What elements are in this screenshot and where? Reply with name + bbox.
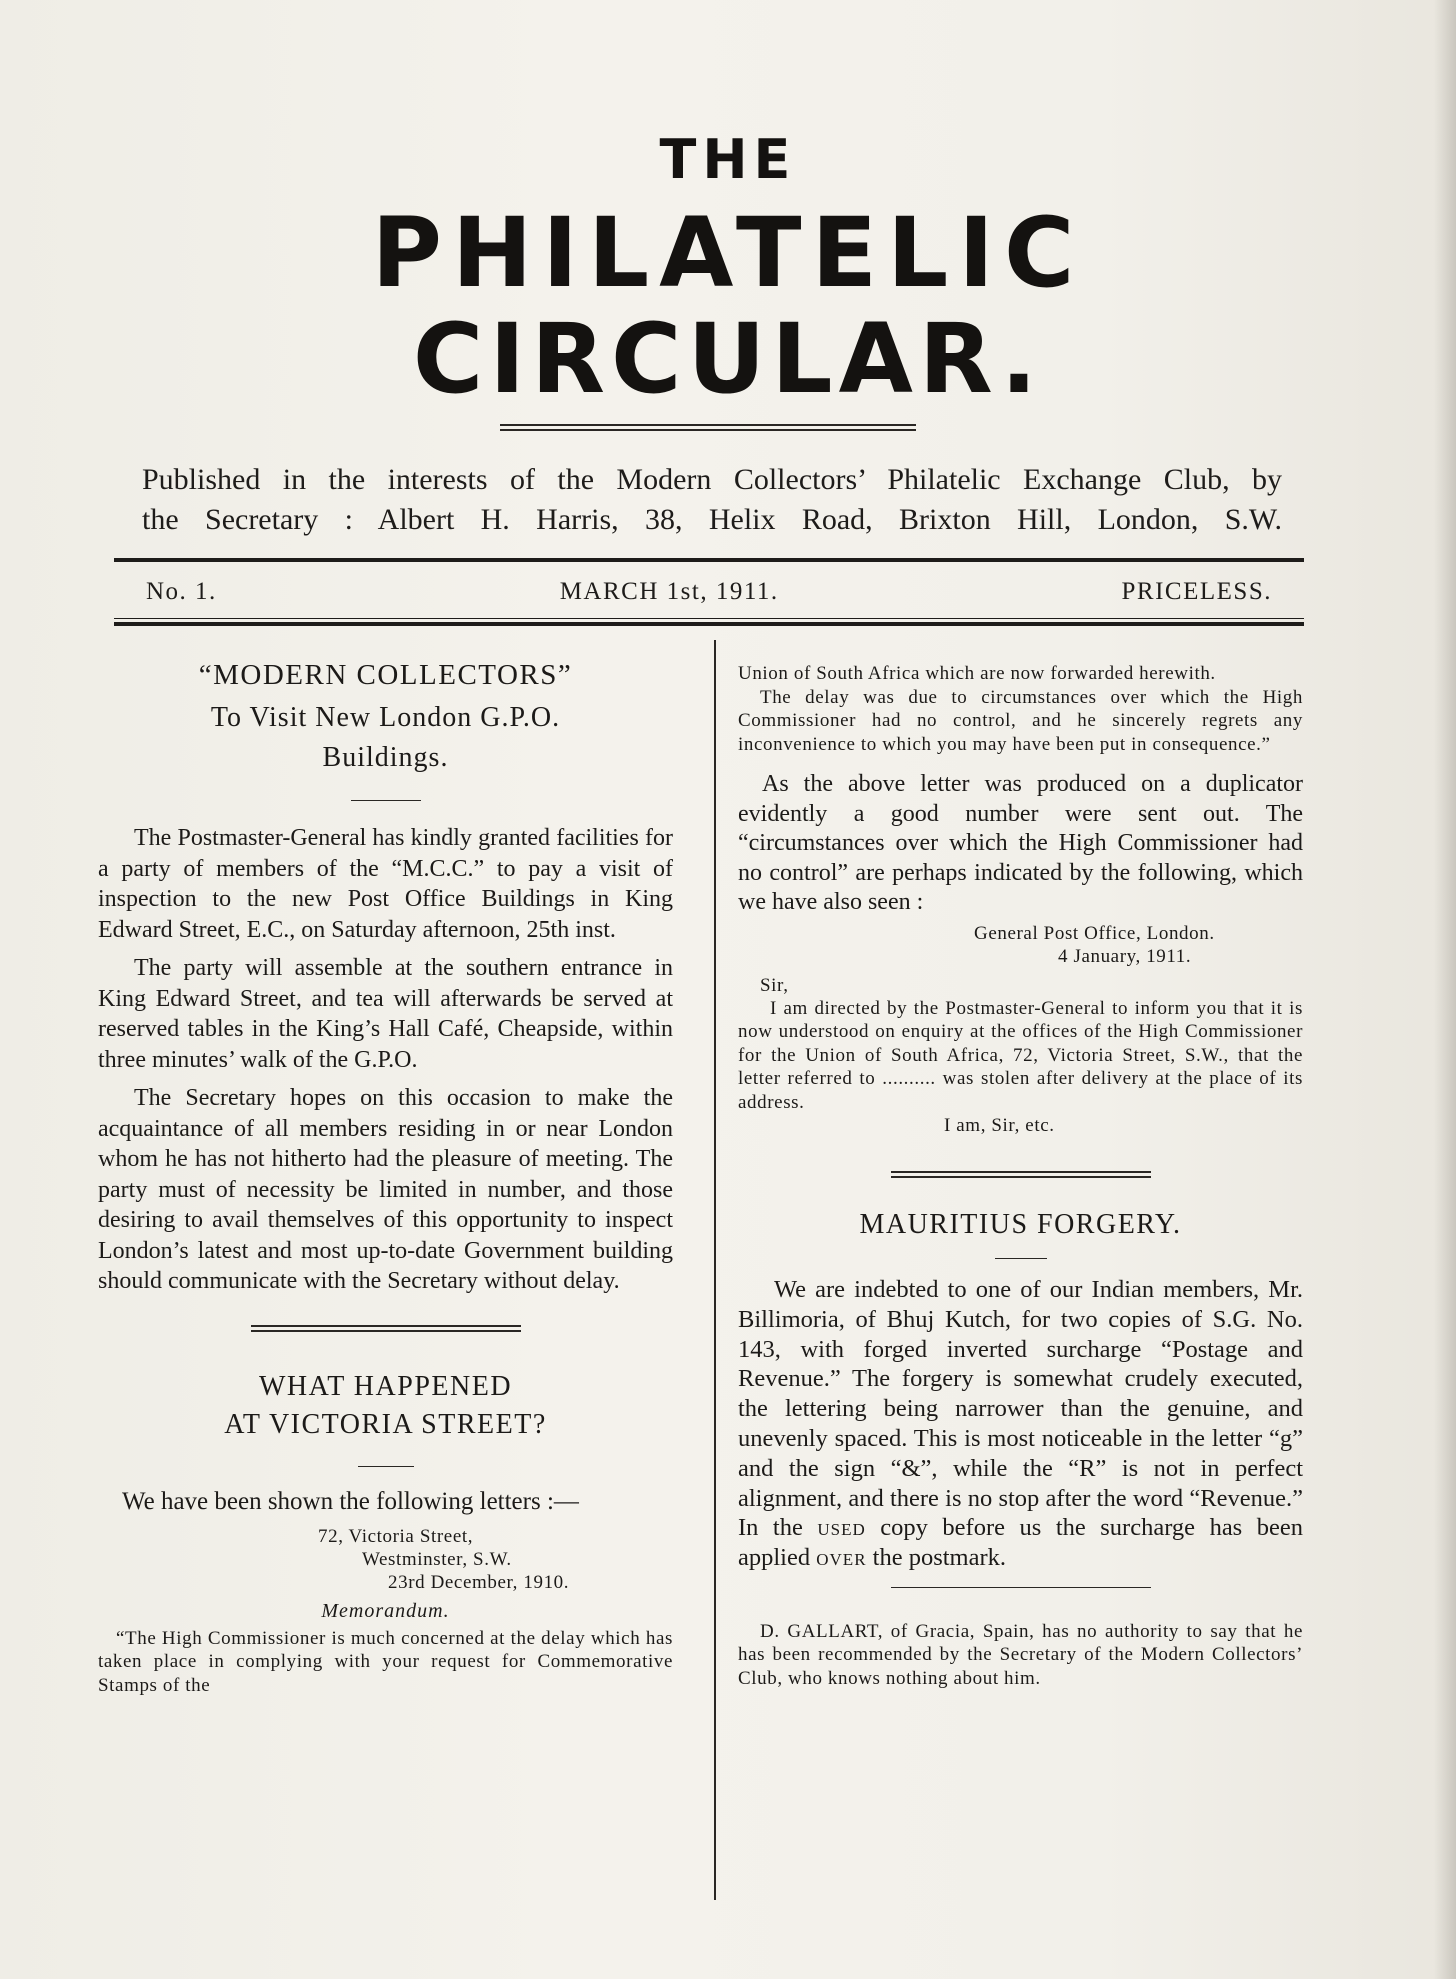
- section-separator: [891, 1171, 1151, 1178]
- article-text: copy before us the surcharge has been applied: [738, 1514, 1303, 1572]
- article-paragraph: The Postmaster-General has kindly granted facilities for a party of members of the “M.C.C.” to pay a visit of inspection to the new Post Office Buildings in King Edward Street, E.C., on Saturday afternoon, 25th inst.: [98, 825, 673, 943]
- section-rule: [891, 1587, 1151, 1588]
- gallart-notice: D. GALLART, of Gracia, Spain, has no authority to say that he has been recommended by the Secretary of the Modern Collectors’ Club, who knows nothing about him.: [738, 1620, 1303, 1689]
- section-rule: [358, 1466, 414, 1467]
- article-paragraph: As the above letter was produced on a duplicator evidently a good number were sent out. The “circumstances over which the High Commissioner had no control” are perhaps indicated by the following, which we have also seen :: [738, 771, 1303, 915]
- publisher-line-2: the Secretary : Albert H. Harris, 38, Helix Road, Brixton Hill, London, S.W.: [142, 503, 1282, 536]
- masthead-circular: CIRCULAR.: [412, 303, 1044, 415]
- right-column: [738, 662, 1303, 1690]
- article-text: the postmark.: [872, 1544, 1007, 1572]
- section-separator: [251, 1325, 521, 1332]
- masthead-the: THE: [659, 128, 797, 191]
- article-paragraph: The party will assemble at the southern entrance in King Edward Street, and tea will afterwards be served at reserved tables in the King’s Hall Café, Cheapside, within three minutes’ walk of the G.P.O.: [98, 955, 673, 1073]
- address-line: 4 January, 1911.: [1058, 945, 1192, 967]
- article-subhead: To Visit New London G.P.O.: [210, 702, 561, 733]
- issue-info-row: [146, 578, 1272, 606]
- memo-text: “The High Commissioner is much concerned at the delay which has taken place in complying with your request for Commemorative Stamps of the: [98, 1627, 673, 1696]
- address-line: 23rd December, 1910.: [388, 1571, 570, 1593]
- article-text: We are indebted to one of our Indian members, Mr. Billimoria, of Bhuj Kutch, for two copies of S.G. No. 143, with forged inverted surcharge “Postage and Revenue.” The forgery is somewhat crudely executed, the lettering being narrower than the genuine, and unevenly spaced. This is most noticeable in the letter “g” and the sign “&”, while the “R” is not in perfect alignment, and there is no stop after the word “Revenue.” In the: [738, 1276, 1303, 1542]
- masthead-philatelic: PHILATELIC: [371, 197, 1085, 309]
- article-headline: AT VICTORIA STREET?: [224, 1408, 547, 1440]
- article-modern-collectors: [98, 656, 673, 1297]
- issue-rule-mid: [114, 618, 1304, 619]
- page-edge-shadow: [1434, 0, 1456, 1979]
- column-divider: [714, 640, 716, 1900]
- article-paragraph: [738, 1275, 1303, 1573]
- publisher-line-1: Published in the interests of the Modern Collectors’ Philatelic Exchange Club, by: [142, 463, 1282, 496]
- article-mauritius-forgery: [738, 1206, 1303, 1690]
- letter-salutation: Sir,: [760, 974, 789, 996]
- article-paragraph: We have been shown the following letters :—: [122, 1487, 579, 1515]
- article-headline: MAURITIUS FORGERY.: [859, 1209, 1182, 1240]
- section-rule: [995, 1258, 1047, 1259]
- memo-heading: Memorandum.: [321, 1599, 450, 1622]
- letter-closing: I am, Sir, etc.: [944, 1115, 1055, 1136]
- memo-text: Union of South Africa which are now forwarded herewith.: [738, 663, 1216, 684]
- letter-address: [98, 1525, 673, 1594]
- over-word: over: [816, 1544, 867, 1572]
- article-subhead: Buildings.: [322, 742, 449, 773]
- issue-date: MARCH 1st, 1911.: [559, 578, 779, 605]
- publisher-statement: [142, 460, 1282, 540]
- article-victoria-street: [98, 1368, 673, 1698]
- issue-rule-bottom: [114, 622, 1304, 626]
- address-line: General Post Office, London.: [974, 922, 1215, 944]
- article-headline: WHAT HAPPENED: [258, 1370, 513, 1402]
- address-line: 72, Victoria Street,: [318, 1525, 474, 1547]
- masthead-rule: [500, 424, 916, 431]
- left-column: [98, 656, 673, 1697]
- issue-rule-top: [114, 558, 1304, 562]
- issue-number: No. 1.: [146, 578, 217, 605]
- article-paragraph: The Secretary hopes on this occasion to make the acquaintance of all members residing in or near London whom he has not hitherto had the pleasure of meeting. The party must of necessity be limited in number, and those desiring to avail themselves of this opportunity to inspect London’s latest and most up-to-date Government building should communicate with the Secretary without delay.: [98, 1085, 673, 1294]
- memo-text: The delay was due to circumstances over which the High Commissioner had no control, and he sincerely regrets any inconvenience to which you may have been put in consequence.”: [738, 686, 1303, 755]
- letter-text: I am directed by the Postmaster-General to inform you that it is now understood on enquiry at the offices of the High Commissioner for the Union of South Africa, 72, Victoria Street, S.W., that the letter referred to .......... was stolen after delivery at the place of its address.: [738, 997, 1303, 1113]
- gpo-address: [738, 922, 1303, 968]
- article-headline: “MODERN COLLECTORS”: [198, 659, 573, 691]
- used-word: used: [817, 1514, 866, 1542]
- issue-price: PRICELESS.: [1121, 578, 1272, 605]
- address-line: Westminster, S.W.: [362, 1548, 512, 1570]
- section-rule: [351, 800, 421, 801]
